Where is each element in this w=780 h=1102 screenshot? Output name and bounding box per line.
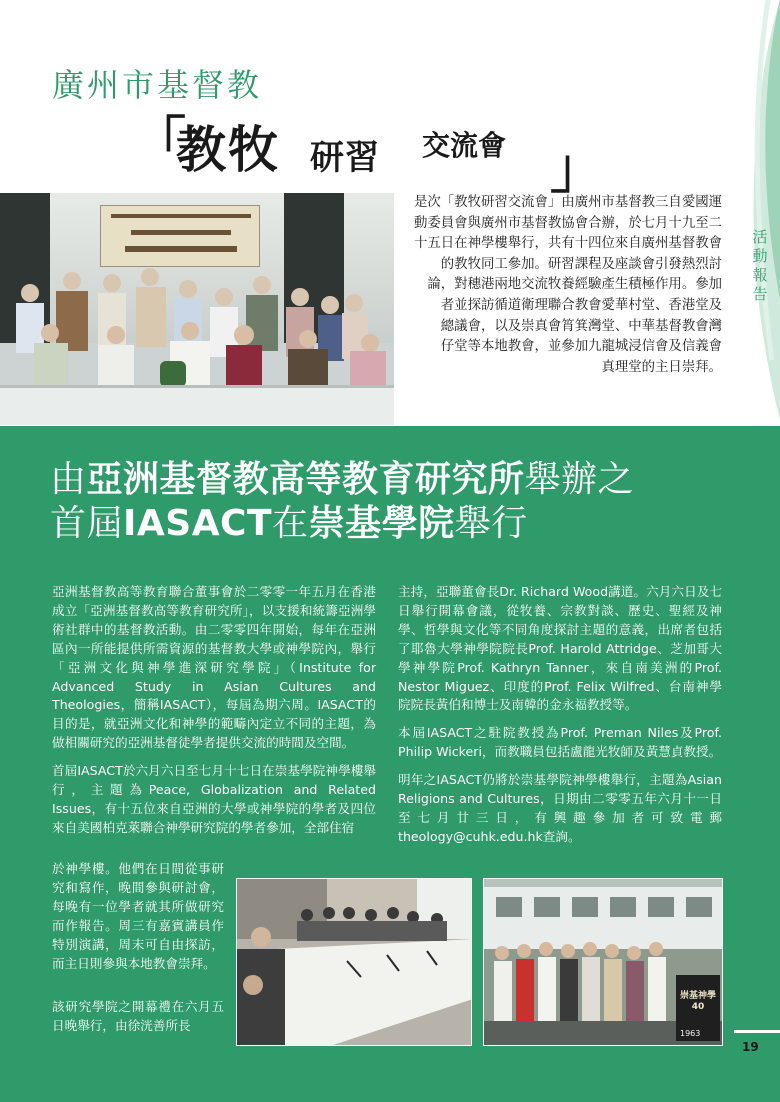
title-word: 由 xyxy=(50,459,87,500)
title-word: 亞洲基督教高等教育研究所 xyxy=(86,459,525,500)
article-title xyxy=(50,458,634,546)
title-bracket-open: 「 xyxy=(132,111,186,174)
title-word: 舉辦之 xyxy=(524,459,635,500)
intro-line: 論，對穗港兩地交流牧養經驗產生積極作用。參加 xyxy=(427,277,722,293)
intro-line: 十五日在神學樓舉行，共有十四位來自廣州基督教會 xyxy=(414,236,722,252)
title-word: 在 xyxy=(272,503,309,544)
intro-line: 真理堂的主日崇拜。 xyxy=(601,359,722,375)
header-title xyxy=(132,102,604,200)
seminar-graphic xyxy=(237,879,472,1046)
article-column-left-end xyxy=(52,998,224,1045)
sign-year: 1963 xyxy=(680,1029,701,1038)
intro-line: 總議會，以及崇真會筲箕灣堂、中華基督教會灣 xyxy=(440,318,722,334)
article-paragraph: 本屆IASACT之駐院教授為Prof. Preman Niles及Prof. Philip Wickeri，而教職員包括盧龍光牧師及黃慧貞教授。 xyxy=(398,725,722,760)
article-paragraph: 明年之IASACT仍將於崇基學院神學樓舉行，主題為Asian Religions and Cultures，日期由二零零五年六月十一日至七月廿三日，有興趣參加者可致電郵theology@cuhk.edu.hk查詢。 xyxy=(398,772,722,844)
photo-people-graphic xyxy=(0,193,394,425)
section-label-char: 動 xyxy=(752,247,768,265)
intro-line: 是次「教牧研習交流會」由廣州市基督教三自愛國運 xyxy=(414,195,722,210)
title-word: 舉行 xyxy=(454,503,528,544)
article-paragraph: 該研究學院之開幕禮在六月五日晚舉行，由徐洸善所長 xyxy=(52,999,224,1033)
outdoor-graphic xyxy=(484,879,723,1046)
outdoor-group-photo xyxy=(483,878,723,1046)
article-column-left-continued xyxy=(52,860,224,982)
article-column-left xyxy=(52,583,376,847)
intro-line: 者並探訪循道衛理聯合教會愛華村堂、香港堂及 xyxy=(440,297,722,313)
title-word: 首屆 xyxy=(50,503,124,544)
article-column-right xyxy=(398,583,722,856)
page-number-rule xyxy=(734,1030,780,1033)
article-paragraph: 亞洲基督教高等教育聯合董事會於二零零一年五月在香港成立「亞洲基督教高等教育研究所」，以支援和統籌亞洲學術社群中的基督教活動。由二零零四年開始，每年在亞洲區內一所能提供所需資源的基督教大學或神學院內，舉行「亞洲文化與神學進深研究學院」（Institute for Advanced Study in Asian Cultures and Theologies，簡稱IASACT），每屆為期六周。IASACT的目的是，就亞洲文化和神學的範疇內定立不同的主題，為做相關研究的亞洲基督徒學者提供交流的時間及空間。 xyxy=(52,584,376,751)
intro-paragraph xyxy=(340,193,722,378)
intro-line: 動委員會與廣州市基督教協會合辦，於七月十九至二 xyxy=(414,215,722,231)
title-bracket-close: 」 xyxy=(550,137,604,200)
section-label-char: 活 xyxy=(752,228,768,246)
sign-text: 崇基神學 40 xyxy=(679,991,716,1012)
section-label-char: 報 xyxy=(752,266,768,284)
page-number: 19 xyxy=(742,1040,759,1054)
article-paragraph: 於神學樓。他們在日間從事研究和寫作，晚間參與研討會，每晚有一位學者就其所做研究而作報告。周三有嘉賓講員作特別演講，周末可自由探訪，而主日則參與本地教會崇拜。 xyxy=(52,861,224,971)
title-word: 崇基學院 xyxy=(308,503,455,544)
seminar-photo xyxy=(236,878,472,1046)
intro-line: 的教牧同工參加。研習課程及座談會引發熱烈討 xyxy=(440,256,722,272)
intro-line: 仔堂等本地教會，並參加九龍城浸信會及信義會 xyxy=(440,339,722,355)
title-part-2: 研習 xyxy=(310,138,380,178)
section-label-char: 告 xyxy=(752,285,768,303)
header-subtitle: 廣州市基督教 xyxy=(52,66,263,104)
group-photo xyxy=(0,193,394,425)
article-paragraph: 首屆IASACT於六月六日至七月十七日在崇基學院神學樓舉行，主題為Peace, Globalization and Related Issues，有十五位來自亞洲的大學或神學院的學者及四位來自美國柏克萊聯合神學研究院的學者參加，全部住宿 xyxy=(52,763,376,835)
section-label-vertical xyxy=(752,228,768,304)
title-part-3: 交流會 xyxy=(422,129,507,162)
title-part-1: 教牧 xyxy=(176,121,280,179)
title-word: IASACT xyxy=(123,503,273,544)
article-paragraph: 主持，亞聯董會長Dr. Richard Wood講道。六月六日及七日舉行開幕會議，從牧養、宗教對談、歷史、聖經及神學、哲學與文化等不同角度探討主題的意義，出席者包括了耶魯大學神學院院長Prof. Harold Attridge、芝加哥大學神學院Prof. Kathryn Tanner，來自南美洲的Prof. Nestor Miguez、印度的Prof. Felix Wilfred、台南神學院院長黃伯和博士及南韓的金永福教授等。 xyxy=(398,584,722,713)
